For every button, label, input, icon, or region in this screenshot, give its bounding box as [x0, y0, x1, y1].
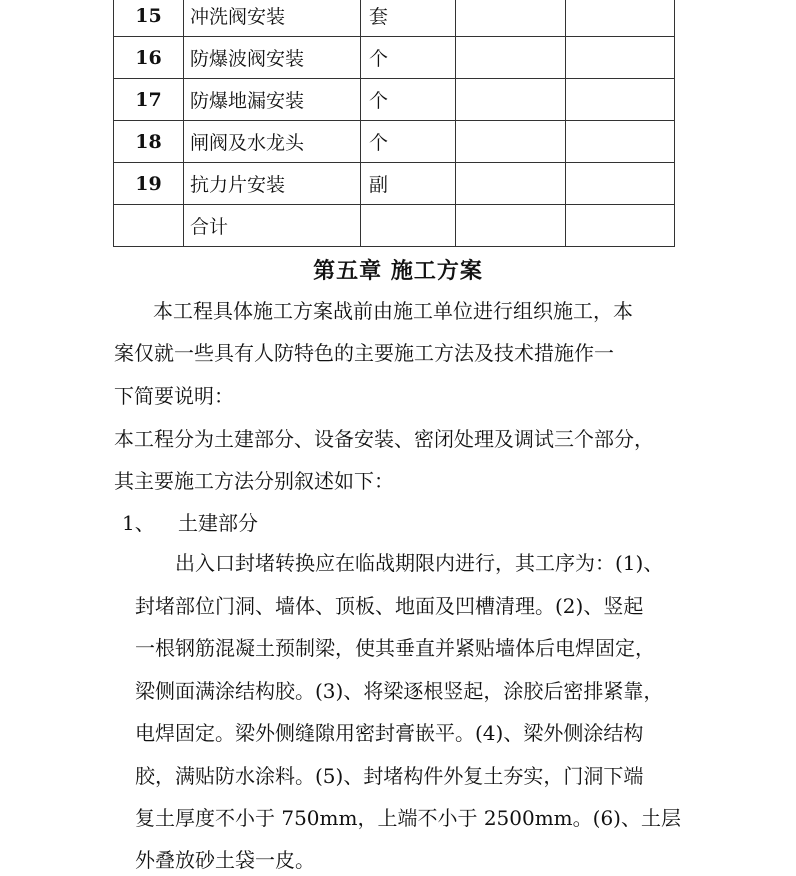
- item-unit: 个: [361, 37, 456, 79]
- section-number: 1、: [122, 511, 155, 535]
- section-title: 土建部分: [178, 511, 258, 535]
- chapter-title: 第五章 施工方案: [313, 259, 483, 284]
- remark-cell: [566, 37, 675, 79]
- item-name: 防爆地漏安装: [184, 79, 361, 121]
- paragraph-line: 案仅就一些具有人防特色的主要施工方法及技术措施作一: [114, 341, 614, 365]
- row-number: 17: [114, 79, 184, 121]
- table-row: [114, 79, 675, 121]
- row-number: [114, 205, 184, 247]
- item-unit: 个: [361, 79, 456, 121]
- table-row-total: [114, 205, 675, 247]
- total-label: 合计: [184, 205, 361, 247]
- quantity-cell: [456, 79, 566, 121]
- paragraph-line: 本工程具体施工方案战前由施工单位进行组织施工，本: [153, 299, 633, 323]
- materials-table: [113, 0, 675, 247]
- remark-cell: [566, 205, 675, 247]
- quantity-cell: [456, 205, 566, 247]
- row-number: 19: [114, 163, 184, 205]
- paragraph-line: 封堵部位门洞、墙体、顶板、地面及凹槽清理。(2)、竖起: [135, 594, 644, 618]
- paragraph-line: 其主要施工方法分别叙述如下：: [114, 469, 394, 493]
- table-row: [114, 121, 675, 163]
- row-number: 15: [114, 0, 184, 37]
- paragraph-line: 本工程分为土建部分、设备安装、密闭处理及调试三个部分，: [114, 427, 654, 451]
- item-name: 防爆波阀安装: [184, 37, 361, 79]
- remark-cell: [566, 0, 675, 37]
- remark-cell: [566, 163, 675, 205]
- paragraph-line: 出入口封堵转换应在临战期限内进行，其工序为：(1)、: [175, 551, 664, 575]
- remark-cell: [566, 121, 675, 163]
- paragraph-line: 外叠放砂土袋一皮。: [135, 848, 315, 872]
- remark-cell: [566, 79, 675, 121]
- row-number: 18: [114, 121, 184, 163]
- paragraph-line: 胶，满贴防水涂料。(5)、封堵构件外复土夯实，门洞下端: [135, 764, 644, 788]
- paragraph-line: 复土厚度不小于 750mm，上端不小于 2500mm。(6)、土层: [135, 806, 681, 830]
- item-unit: [361, 205, 456, 247]
- paragraph-line: 一根钢筋混凝土预制梁，使其垂直并紧贴墙体后电焊固定，: [135, 636, 655, 660]
- paragraph-line: 电焊固定。梁外侧缝隙用密封膏嵌平。(4)、梁外侧涂结构: [135, 721, 644, 745]
- paragraph-line: 下简要说明：: [114, 384, 234, 408]
- item-name: 抗力片安装: [184, 163, 361, 205]
- quantity-cell: [456, 0, 566, 37]
- quantity-cell: [456, 121, 566, 163]
- item-name: 冲洗阀安装: [184, 0, 361, 37]
- item-unit: 套: [361, 0, 456, 37]
- row-number: 16: [114, 37, 184, 79]
- table-row: [114, 163, 675, 205]
- paragraph-line: 梁侧面满涂结构胶。(3)、将梁逐根竖起，涂胶后密排紧靠，: [135, 679, 664, 703]
- item-name: 闸阀及水龙头: [184, 121, 361, 163]
- table-row: [114, 0, 675, 37]
- quantity-cell: [456, 163, 566, 205]
- item-unit: 副: [361, 163, 456, 205]
- item-unit: 个: [361, 121, 456, 163]
- quantity-cell: [456, 37, 566, 79]
- table-row: [114, 37, 675, 79]
